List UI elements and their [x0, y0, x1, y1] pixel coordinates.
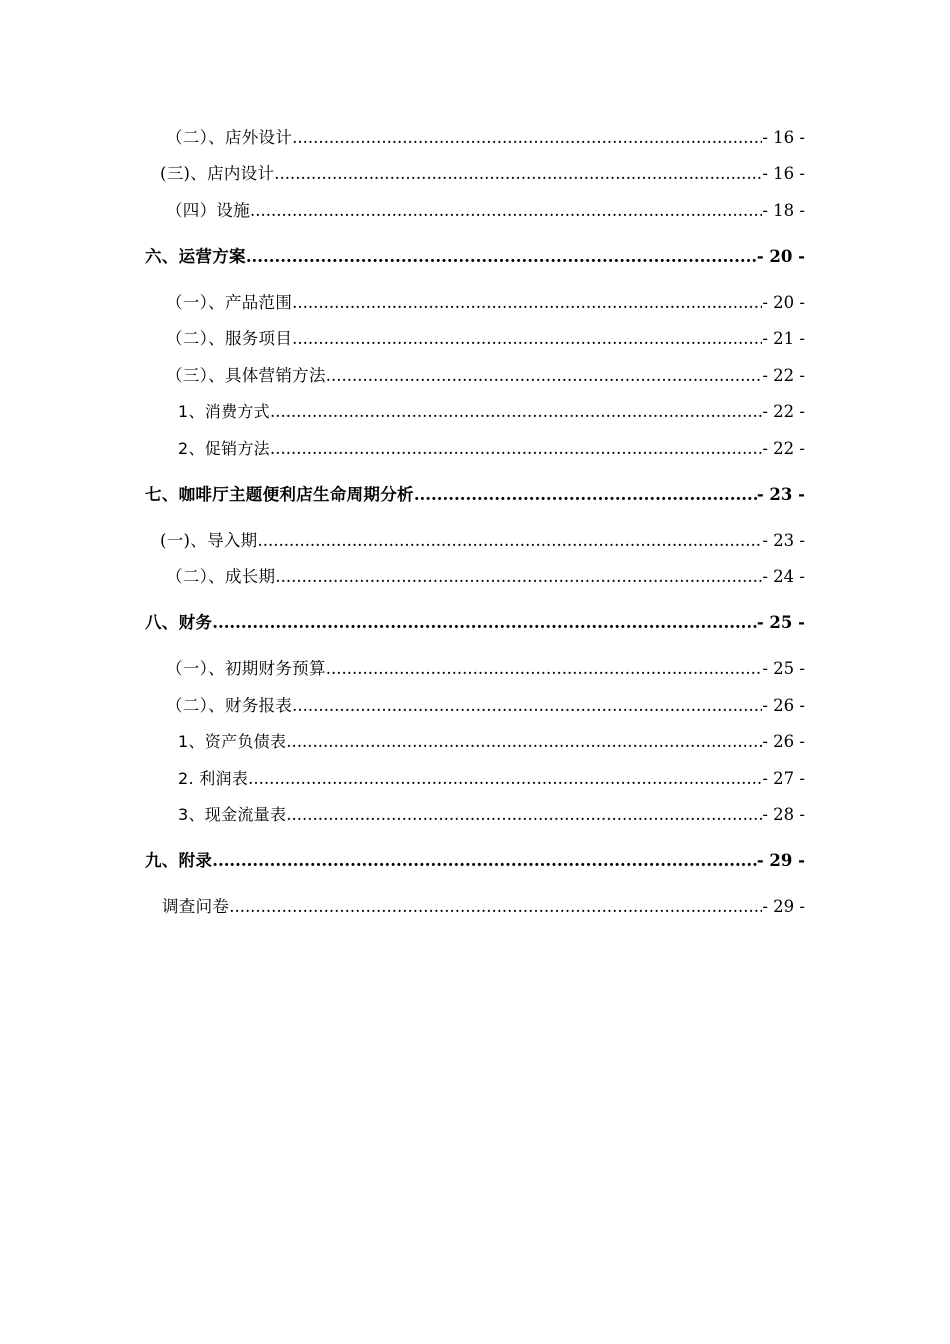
toc-entry-label: 八、财务: [145, 613, 213, 632]
toc-page-number: - 29 -: [762, 897, 805, 916]
toc-leader-dots: [270, 439, 762, 459]
toc-entry[interactable]: [178, 769, 805, 789]
toc-entry[interactable]: [166, 128, 805, 148]
toc-entry[interactable]: [166, 329, 805, 349]
toc-leader-dots: [274, 164, 762, 184]
toc-entry[interactable]: [166, 567, 805, 587]
toc-leader-dots: [326, 659, 763, 679]
toc-leader-dots: [292, 696, 762, 716]
toc-entry[interactable]: [166, 659, 805, 679]
toc-entry[interactable]: [178, 439, 805, 459]
toc-leader-dots: [212, 613, 757, 633]
toc-leader-dots: [212, 851, 757, 871]
toc-entry[interactable]: [162, 897, 805, 917]
toc-entry-label: （一）、产品范围: [166, 293, 293, 312]
toc-leader-dots: [270, 402, 762, 422]
toc-entry-label: （二）、财务报表: [166, 696, 293, 715]
toc-entry-label: （三）、具体营销方法: [166, 366, 326, 385]
toc-leader-dots: [229, 897, 762, 917]
toc-page-number: - 22 -: [762, 439, 805, 458]
toc-entry-label: 2. 利润表: [178, 769, 249, 788]
toc-leader-dots: [414, 485, 757, 505]
toc-entry[interactable]: [166, 293, 805, 313]
toc-page-number: - 20 -: [756, 247, 805, 266]
toc-leader-dots: [286, 805, 762, 825]
toc-page-number: - 23 -: [756, 485, 805, 504]
toc-entry-label: （一）、初期财务预算: [166, 659, 326, 678]
toc-page-number: - 25 -: [762, 659, 805, 678]
toc-page-number: - 28 -: [762, 805, 805, 824]
toc-page-number: - 22 -: [762, 366, 805, 385]
toc-entry-label: （二）、店外设计: [166, 128, 293, 147]
toc-page-number: - 25 -: [756, 613, 805, 632]
toc-entry-label: （二）、服务项目: [166, 329, 293, 348]
toc-page-number: - 29 -: [756, 851, 805, 870]
toc-leader-dots: [326, 366, 763, 386]
toc-entry[interactable]: [166, 201, 805, 221]
toc-page-number: - 16 -: [762, 164, 805, 183]
toc-entry-label: (一)、导入期: [160, 531, 258, 550]
toc-entry[interactable]: [166, 696, 805, 716]
toc-entry-label: （四）设施: [166, 201, 250, 220]
toc-page-number: - 21 -: [762, 329, 805, 348]
toc-leader-dots: [286, 732, 762, 752]
toc-chapter-entry[interactable]: [145, 247, 805, 267]
toc-page-number: - 18 -: [762, 201, 805, 220]
toc-leader-dots: [292, 128, 762, 148]
toc-entry-label: 七、咖啡厅主题便利店生命周期分析: [145, 485, 414, 504]
toc-entry-label: 六、运营方案: [145, 247, 246, 266]
toc-entry-label: 调查问卷: [162, 897, 230, 916]
toc-leader-dots: [292, 293, 762, 313]
toc-entry-label: 1、消费方式: [178, 402, 270, 421]
toc-leader-dots: [246, 247, 757, 267]
toc-leader-dots: [292, 329, 762, 349]
toc-entry-label: 2、促销方法: [178, 439, 270, 458]
toc-page-number: - 27 -: [762, 769, 805, 788]
toc-entry-label: 1、资产负债表: [178, 732, 287, 751]
toc-page-number: - 22 -: [762, 402, 805, 421]
toc-chapter-entry[interactable]: [145, 613, 805, 633]
toc-entry[interactable]: [160, 531, 805, 551]
toc-page-number: - 24 -: [762, 567, 805, 586]
toc-page-number: - 20 -: [762, 293, 805, 312]
toc-entry[interactable]: [178, 732, 805, 752]
toc-entry[interactable]: [160, 164, 805, 184]
toc-page-number: - 23 -: [762, 531, 805, 550]
toc-leader-dots: [250, 201, 762, 221]
toc-entry-label: 3、现金流量表: [178, 805, 287, 824]
toc-entry[interactable]: [178, 402, 805, 422]
toc-entry-label: (三)、店内设计: [160, 164, 275, 183]
toc-chapter-entry[interactable]: [145, 851, 805, 871]
toc-entry[interactable]: [178, 805, 805, 825]
toc-leader-dots: [275, 567, 762, 587]
toc-entry-label: （二）、成长期: [166, 567, 276, 586]
toc-leader-dots: [257, 531, 762, 551]
toc-leader-dots: [248, 769, 762, 789]
toc-page-number: - 16 -: [762, 128, 805, 147]
toc-entry-label: 九、附录: [145, 851, 213, 870]
toc-page-number: - 26 -: [762, 696, 805, 715]
toc-entry[interactable]: [166, 366, 805, 386]
toc-page-number: - 26 -: [762, 732, 805, 751]
toc-chapter-entry[interactable]: [145, 485, 805, 505]
